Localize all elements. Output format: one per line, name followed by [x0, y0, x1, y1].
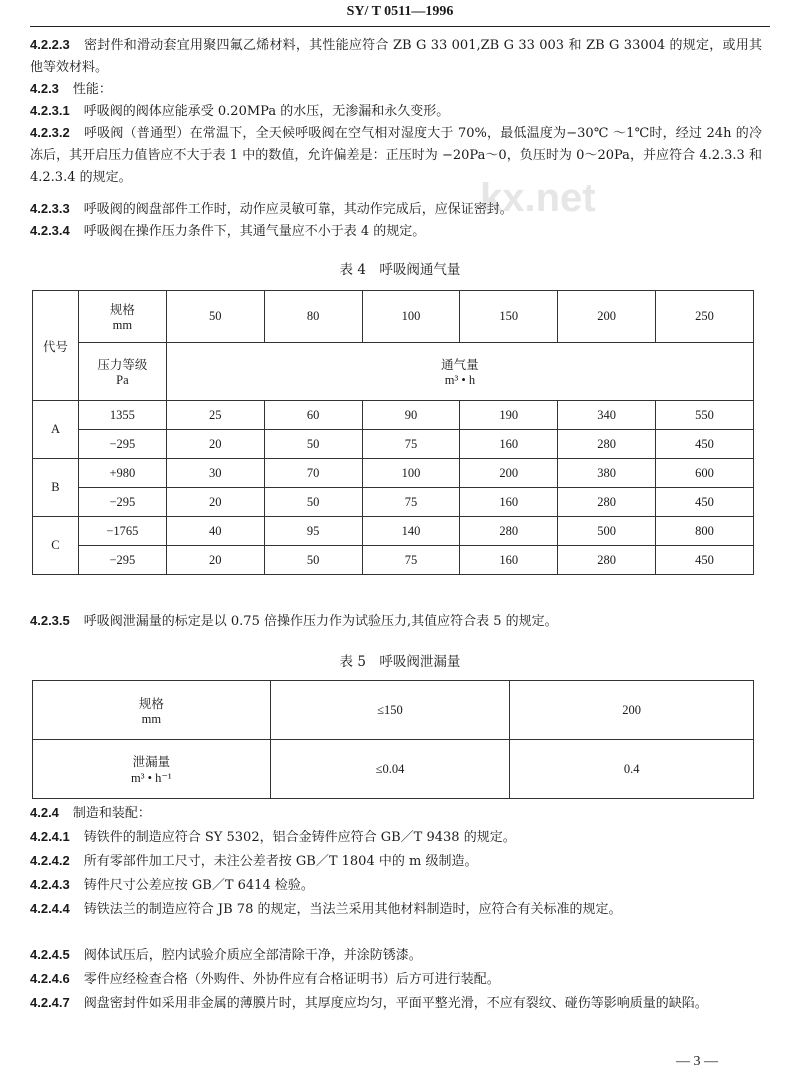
- para-4-2-3-1: 4.2.3.1 呼吸阀的阀体应能承受 0.20MPa 的水压，无渗漏和永久变形。: [30, 103, 450, 119]
- spec-header: 规格 mm: [78, 291, 166, 343]
- para-4-2-4-4: 4.2.4.4 铸铁法兰的制造应符合 JB 78 的规定，当法兰采用其他材料制造时，应符合有关标准的规定。: [30, 901, 622, 917]
- size-cell: 200: [510, 681, 754, 740]
- pressure-cell: +980: [78, 459, 166, 488]
- para-4-2-4-5: 4.2.4.5 阀体试压后，腔内试验介质应全部清除干净，并涂防锈漆。: [30, 947, 422, 963]
- page-header: [0, 0, 800, 26]
- flow-cell: 70: [264, 459, 362, 488]
- para-4-2-3: 4.2.3 性能：: [30, 81, 112, 97]
- flow-cell: 75: [362, 546, 460, 575]
- code-header: 代号: [33, 291, 79, 401]
- page-number: — 3 —: [676, 1054, 718, 1069]
- para-4-2-3-4: 4.2.3.4 呼吸阀在操作压力条件下，其通气量应不小于表 4 的规定。: [30, 223, 426, 239]
- code-cell: B: [33, 459, 79, 517]
- flow-cell: 20: [166, 488, 264, 517]
- flow-cell: 140: [362, 517, 460, 546]
- para-4-2-4: 4.2.4 制造和装配：: [30, 805, 151, 821]
- pressure-header: 压力等级 Pa: [78, 343, 166, 401]
- flow-header: 通气量 m³ • h: [166, 343, 753, 401]
- header-rule: [30, 26, 770, 27]
- para-4-2-4-2: 4.2.4.2 所有零部件加工尺寸，未注公差者按 GB／T 1804 中的 m 级制造。: [30, 853, 478, 869]
- flow-cell: 100: [362, 459, 460, 488]
- table5: [32, 680, 754, 799]
- flow-cell: 340: [558, 401, 656, 430]
- leak-cell: 0.4: [510, 740, 754, 799]
- leak-header: 泄漏量 m³ • h⁻¹: [33, 740, 271, 799]
- table4: [32, 290, 754, 575]
- size-cell: 50: [166, 291, 264, 343]
- flow-cell: 75: [362, 430, 460, 459]
- size-cell: 80: [264, 291, 362, 343]
- para-4-2-4-7: 4.2.4.7 阀盘密封件如采用非金属的薄膜片时，其厚度应均匀，平面平整光滑，不应有裂纹、碰伤等影响质量的缺陷。: [30, 995, 708, 1011]
- flow-cell: 280: [460, 517, 558, 546]
- flow-cell: 190: [460, 401, 558, 430]
- spec-header: 规格 mm: [33, 681, 271, 740]
- flow-cell: 200: [460, 459, 558, 488]
- para-4-2-4-3: 4.2.4.3 铸件尺寸公差应按 GB／T 6414 检验。: [30, 877, 314, 893]
- size-cell: 250: [656, 291, 754, 343]
- flow-cell: 160: [460, 546, 558, 575]
- flow-cell: 280: [558, 488, 656, 517]
- flow-cell: 20: [166, 430, 264, 459]
- pressure-cell: −295: [78, 546, 166, 575]
- flow-cell: 50: [264, 546, 362, 575]
- flow-cell: 380: [558, 459, 656, 488]
- table5-caption: 表 5 呼吸阀泄漏量: [339, 654, 461, 670]
- flow-cell: 600: [656, 459, 754, 488]
- para-4-2-4-6: 4.2.4.6 零件应经检查合格（外购件、外协件应有合格证明书）后方可进行装配。: [30, 971, 500, 987]
- flow-cell: 40: [166, 517, 264, 546]
- flow-cell: 60: [264, 401, 362, 430]
- table4-caption: 表 4 呼吸阀通气量: [339, 262, 461, 278]
- flow-cell: 450: [656, 488, 754, 517]
- flow-cell: 50: [264, 430, 362, 459]
- size-cell: 150: [460, 291, 558, 343]
- flow-cell: 160: [460, 488, 558, 517]
- flow-cell: 550: [656, 401, 754, 430]
- para-4-2-3-5: 4.2.3.5 呼吸阀泄漏量的标定是以 0.75 倍操作压力作为试验压力,其值应符合表 5 的规定。: [30, 613, 558, 629]
- flow-cell: 800: [656, 517, 754, 546]
- standard-code: SY/ T 0511—1996: [346, 4, 454, 19]
- flow-cell: 30: [166, 459, 264, 488]
- para-4-2-3-2: 4.2.3.2 呼吸阀（普通型）在常温下，全天候呼吸阀在空气相对湿度大于 70%，最低温度为−30℃ ～1℃时，经过 24h 的冷冻后，其开启压力值皆应不大于表 1 中的数值，允许偏差是：正压时为 −20Pa～0，负压时为 0～20Pa，并应符合 4.2.3.3 和 4.2.3.4 的规定。: [30, 125, 762, 185]
- flow-cell: 50: [264, 488, 362, 517]
- flow-cell: 280: [558, 430, 656, 459]
- para-4-2-4-1: 4.2.4.1 铸铁件的制造应符合 SY 5302，铝合金铸件应符合 GB／T 9438 的规定。: [30, 829, 516, 845]
- pressure-cell: −1765: [78, 517, 166, 546]
- pressure-cell: −295: [78, 430, 166, 459]
- leak-cell: ≤0.04: [270, 740, 510, 799]
- flow-cell: 95: [264, 517, 362, 546]
- flow-cell: 280: [558, 546, 656, 575]
- pressure-cell: 1355: [78, 401, 166, 430]
- flow-cell: 90: [362, 401, 460, 430]
- flow-cell: 75: [362, 488, 460, 517]
- flow-cell: 160: [460, 430, 558, 459]
- flow-cell: 450: [656, 430, 754, 459]
- flow-cell: 450: [656, 546, 754, 575]
- watermark: kx.net: [480, 176, 596, 220]
- para-4-2-3-3: 4.2.3.3 呼吸阀的阀盘部件工作时，动作应灵敏可靠，其动作完成后，应保证密封。: [30, 201, 513, 217]
- code-cell: C: [33, 517, 79, 575]
- pressure-cell: −295: [78, 488, 166, 517]
- size-cell: ≤150: [270, 681, 510, 740]
- para-4-2-2-3: 4.2.2.3 密封件和滑动套宜用聚四氟乙烯材料，其性能应符合 ZB G 33 001,ZB G 33 003 和 ZB G 33004 的规定，或用其他等效材料。: [30, 37, 762, 75]
- flow-cell: 20: [166, 546, 264, 575]
- size-cell: 100: [362, 291, 460, 343]
- flow-cell: 500: [558, 517, 656, 546]
- flow-cell: 25: [166, 401, 264, 430]
- code-cell: A: [33, 401, 79, 459]
- size-cell: 200: [558, 291, 656, 343]
